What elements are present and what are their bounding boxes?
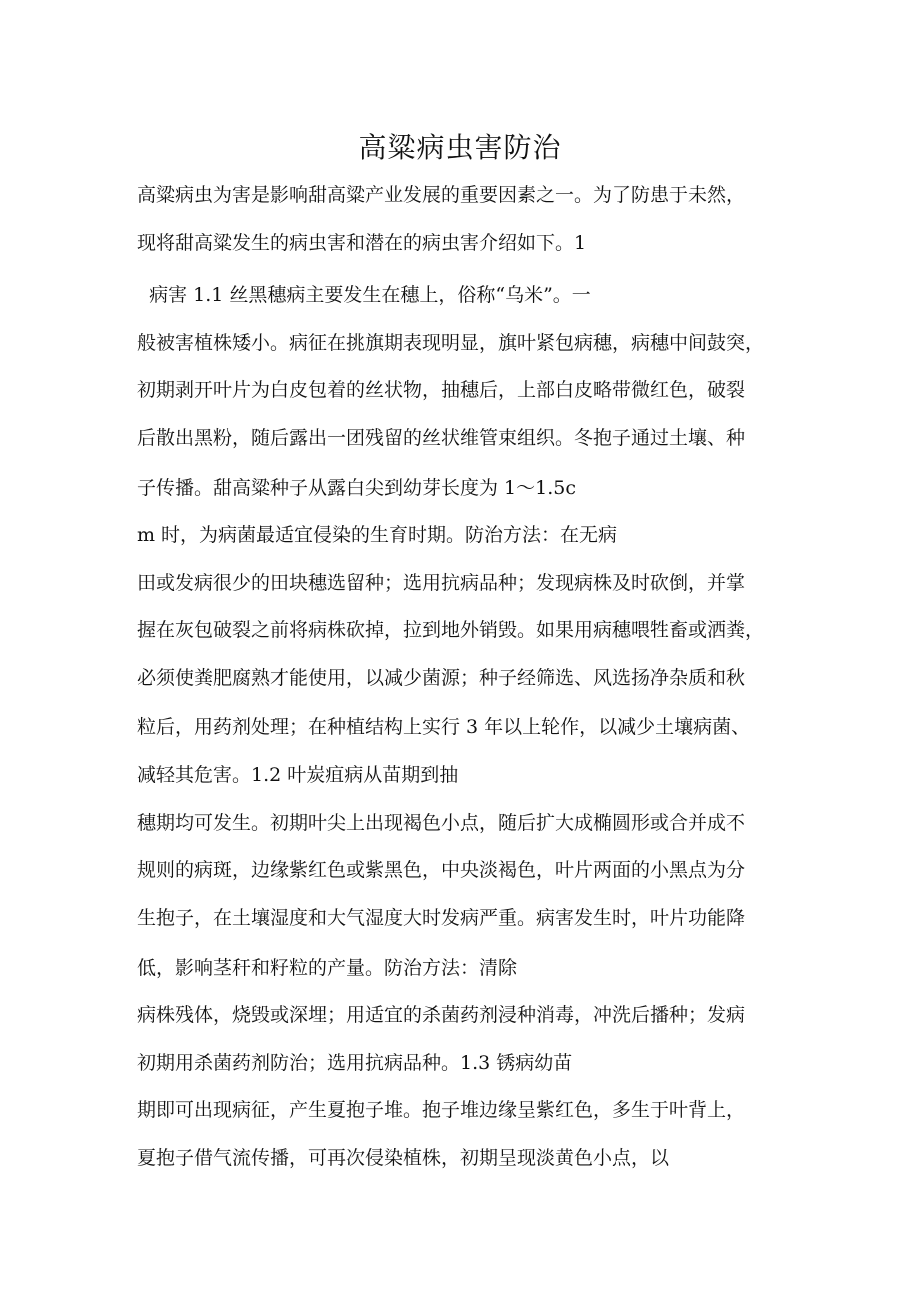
body-line: 高粱病虫为害是影响甜高粱产业发展的重要因素之一。为了防患于未然， <box>137 184 746 206</box>
body-line: 子传播。甜高粱种子从露白尖到幼芽长度为 1～1.5c <box>137 477 576 499</box>
body-line: 般被害植株矮小。病征在挑旗期表现明显，旗叶紧包病穗，病穗中间鼓突， <box>137 332 765 354</box>
body-line: 田或发病很少的田块穗选留种；选用抗病品种；发现病株及时砍倒，并掌 <box>137 572 746 594</box>
body-line: 期即可出现病征，产生夏抱子堆。抱子堆边缘呈紫红色，多生于叶背上， <box>137 1099 746 1121</box>
body-line: m 时，为病菌最适宜侵染的生育时期。防治方法：在无病 <box>137 524 618 546</box>
body-line: 生抱子，在土壤湿度和大气湿度大时发病严重。病害发生时，叶片功能降 <box>137 907 746 929</box>
body-line: 病害 1.1 丝黑穗病主要发生在穗上，俗称“乌米”。一 <box>137 284 591 306</box>
body-line: 病株残体，烧毁或深埋；用适宜的杀菌药剂浸种消毒，冲洗后播种；发病 <box>137 1004 746 1026</box>
body-line: 规则的病斑，边缘紫红色或紫黑色，中央淡褐色，叶片两面的小黑点为分 <box>137 859 746 881</box>
body-line: 夏抱子借气流传播，可再次侵染植株，初期呈现淡黄色小点，以 <box>137 1147 670 1169</box>
document-title: 高粱病虫害防治 <box>358 131 562 164</box>
body-line: 穗期均可发生。初期叶尖上出现褐色小点，随后扩大成椭圆形或合并成不 <box>137 812 746 834</box>
body-line: 后散出黑粉，随后露出一团残留的丝状维管束组织。冬抱子通过土壤、种 <box>137 427 746 449</box>
body-line: 低，影响茎秆和籽粒的产量。防治方法：清除 <box>137 957 518 979</box>
body-line: 减轻其危害。1.2 叶炭疽病从苗期到抽 <box>137 764 459 786</box>
body-line: 握在灰包破裂之前将病株砍掉，拉到地外销毁。如果用病穗喂牲畜或洒粪， <box>137 619 765 641</box>
body-line: 粒后，用药剂处理；在种植结构上实行 3 年以上轮作，以减少土壤病菌、 <box>137 716 751 738</box>
body-line: 初期用杀菌药剂防治；选用抗病品种。1.3 锈病幼苗 <box>137 1052 573 1074</box>
body-line: 现将甜高粱发生的病虫害和潜在的病虫害介绍如下。1 <box>137 232 587 254</box>
body-line: 初期剥开叶片为白皮包着的丝状物，抽穗后，上部白皮略带微红色，破裂 <box>137 379 746 401</box>
body-line: 必须使粪肥腐熟才能使用，以减少菌源；种子经筛选、风选扬净杂质和秋 <box>137 667 746 689</box>
